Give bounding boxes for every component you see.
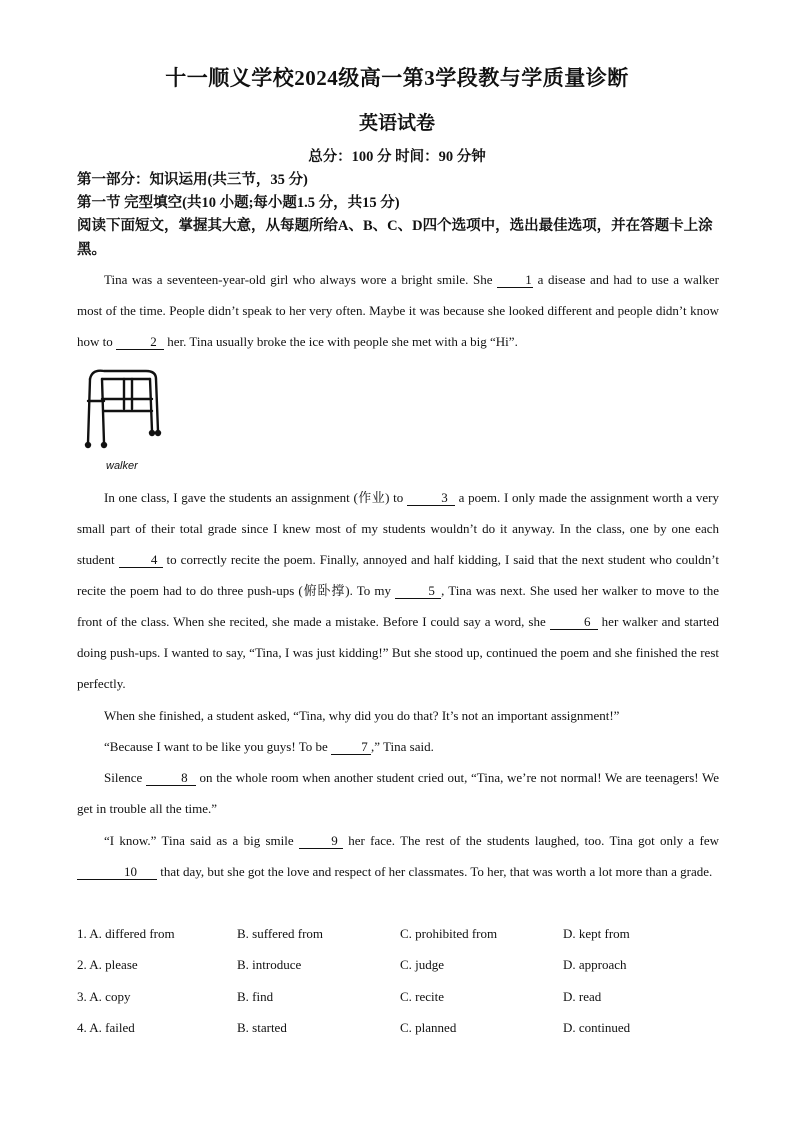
option-c: C. recite <box>400 989 445 1004</box>
blank-10: 10 <box>77 865 157 880</box>
option-b: B. suffered from <box>237 926 324 941</box>
question-row <box>77 926 719 946</box>
blank-2: 2 <box>116 335 164 350</box>
walker-icon <box>80 365 166 475</box>
option-c: C. planned <box>400 1020 457 1035</box>
instruction-text: 阅读下面短文，掌握其大意，从每题所给A、B、C、D四个选项中，选出最佳选项，并在答题卡上涂黑。 <box>77 218 713 258</box>
image-caption: walker <box>106 460 138 472</box>
passage-paragraph-4 <box>77 731 719 762</box>
text-run: ,” Tina said. <box>371 739 434 754</box>
passage-paragraph-6 <box>77 825 719 887</box>
part-heading: 第一部分：知识运用(共三节，35 分) <box>77 172 308 188</box>
option-c: C. judge <box>400 957 445 972</box>
blank-3: 3 <box>407 491 455 506</box>
text-run: a disease and had to use a walker most of the time. People didn’t speak to her very often. Maybe it was because she looked different and people didn’t know how to <box>77 272 720 349</box>
passage-paragraph-2 <box>77 482 719 699</box>
text-run: her. Tina usually broke the ice with people she met with a big “Hi”. <box>164 334 518 349</box>
option-d: D. continued <box>563 1020 631 1035</box>
option-a: 4. A. failed <box>77 1020 135 1035</box>
question-row <box>77 1020 719 1040</box>
option-b: B. introduce <box>237 957 302 972</box>
option-d: D. approach <box>563 957 627 972</box>
option-b: B. find <box>237 989 274 1004</box>
option-a: 2. A. please <box>77 957 138 972</box>
option-a: 1. A. differed from <box>77 926 175 941</box>
section-heading: 第一节 完型填空(共10 小题;每小题1.5 分，共15 分) <box>77 195 400 211</box>
option-d: D. kept from <box>563 926 630 941</box>
exam-subject: 英语试卷 <box>358 113 435 134</box>
blank-4: 4 <box>119 553 163 568</box>
passage-paragraph-3: When she finished, a student asked, “Tina, why did you do that? It’s not an important assignment!” <box>104 708 620 723</box>
walker-illustration <box>80 365 166 475</box>
text-run: , Tina was next. She used her walker to move to the front of the class. When she recited, she made a mistake. Before I could say a word, she <box>77 583 720 629</box>
text-run: “I know.” Tina said as a big smile <box>104 833 299 848</box>
text-run: In one class, I gave the students an assignment (作业) to <box>104 490 407 505</box>
text-run: her face. The rest of the students laughed, too. Tina got only a few <box>342 833 719 848</box>
option-c: C. prohibited from <box>400 926 498 941</box>
text-run: “Because I want to be like you guys! To be <box>104 739 332 754</box>
blank-9: 9 <box>299 834 343 849</box>
passage-paragraph-1 <box>77 264 719 357</box>
option-d: D. read <box>563 989 602 1004</box>
text-run: that day, but she got the love and respect of her classmates. To her, that was worth a lot more than a grade. <box>157 864 713 879</box>
text-run: on the whole room when another student cried out, “Tina, we’re not normal! We are teenagers! We get in trouble all the time.” <box>77 770 719 816</box>
exam-meta: 总分：100 分 时间：90 分钟 <box>308 149 486 165</box>
question-row <box>77 957 719 977</box>
blank-1: 1 <box>497 273 533 288</box>
text-run: a poem. I only made the assignment worth a very small part of their total grade since I knew most of my students wouldn’t do it anyway. In the class, one by one each student <box>77 490 719 567</box>
blank-6: 6 <box>550 615 598 630</box>
blank-5: 5 <box>395 584 441 599</box>
text-run: Tina was a seventeen-year-old girl who always wore a bright smile. She <box>104 272 498 287</box>
exam-title: 十一顺义学校2024级高一第3学段教与学质量诊断 <box>165 66 629 90</box>
blank-7: 7 <box>331 740 371 755</box>
text-run: her walker and started doing push-ups. I wanted to say, “Tina, I was just kidding!” But she stood up, continued the poem and she finished the rest perfectly. <box>77 614 719 691</box>
passage-paragraph-5 <box>77 762 719 824</box>
text-run: Silence <box>104 770 146 785</box>
blank-8: 8 <box>146 771 196 786</box>
text-run: to correctly recite the poem. Finally, annoyed and half kidding, I said that the next student who couldn’t recite the poem had to do three push-ups (俯卧撑). To my <box>77 552 719 598</box>
option-b: B. started <box>237 1020 287 1035</box>
question-row <box>77 989 719 1009</box>
option-a: 3. A. copy <box>77 989 131 1004</box>
